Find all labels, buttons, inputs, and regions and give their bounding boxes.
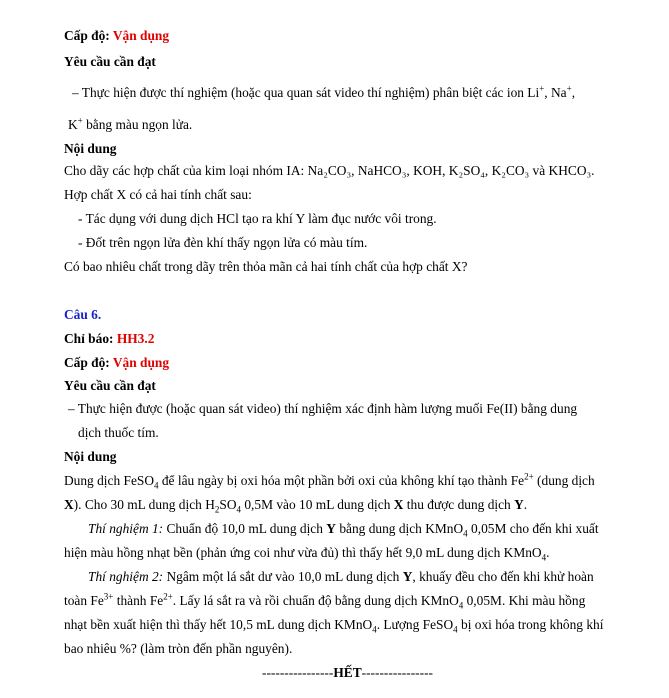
text: 0,05M cho đến khi xuất [467,521,599,536]
paragraph-line: Hợp chất X có cả hai tính chất sau: [64,187,252,202]
experiment-2-line-2 [64,592,585,610]
text: , khuấy đều cho đến khi khử hoàn [412,569,594,584]
experiment-1-line-2 [64,544,549,562]
content-heading: Nội dung [64,141,117,156]
text: Y [514,497,524,512]
subscript: 4 [453,624,458,635]
requirement-line: dịch thuốc tím. [78,425,159,440]
text: . Lượng FeSO [376,617,454,632]
experiment-1-line [88,520,599,538]
bullet-item: - Đốt trên ngọn lửa đèn khí thấy ngọn lửa có màu tím. [78,235,368,250]
requirement-text-na: , Na [544,85,567,100]
superscript: 2+ [524,471,534,482]
text: (dung dịch [533,473,595,488]
subscript: 2 [214,504,220,515]
question-title: Câu 6. [64,307,102,322]
experiment-2-line-3 [64,616,603,634]
text: SO [219,497,237,512]
text: Ngâm một lá sắt dư vào 10,0 mL dung dịch [163,569,403,584]
paragraph-line: Cho dãy các hợp chất của kim loại nhóm IA: Na₂CO₃, NaHCO₃, KOH, K₂SO₄, K₂CO₃ và KHCO₃. [64,163,595,178]
text: 0,05M. Khi màu hồng [463,593,586,608]
level-line-2 [64,354,169,372]
text: bị oxi hóa trong không khí [457,617,604,632]
requirement-text-end: , [571,85,576,100]
indicator-label: Chỉ báo: [64,331,114,346]
text: toàn Fe [64,593,104,608]
text: X [64,497,74,512]
level-value: Vận dụng [112,28,170,43]
indicator-line [64,330,154,348]
experiment-label: Thí nghiệm 1: [88,521,164,536]
subscript: 4 [236,504,242,515]
superscript: + [539,83,545,94]
requirement-heading: Yêu cầu cần đạt [64,54,156,69]
subscript: 4 [541,552,547,563]
requirement-text: – Thực hiện được thí nghiệm (hoặc qua quan sát video thí nghiệm) phân biệt các ion Li [72,85,540,100]
requirement-heading-2: Yêu cầu cần đạt [64,378,156,393]
text: . [523,497,528,512]
text: Chuẩn độ 10,0 mL dung dịch [163,521,327,536]
requirement-text-2: bằng màu ngọn lửa. [82,117,193,132]
requirement-line: – Thực hiện được (hoặc quan sát video) thí nghiệm xác định hàm lượng muối Fe(II) bằng dung [68,401,578,416]
end-dashes: ---------------- [262,665,334,680]
requirement-line-2 [68,116,192,134]
text: 0,5M vào 10 mL dung dịch [241,497,394,512]
level-label: Cấp độ: [64,28,110,43]
text: nhạt bền xuất hiện thì thấy hết 10,5 mL dung dịch KMnO [64,617,373,632]
text: X [393,497,404,512]
text: thu được dung dịch [403,497,515,512]
subscript: 4 [458,600,464,611]
end-marker [262,664,433,682]
end-dashes: ---------------- [361,665,433,680]
end-label: HẾT [333,665,362,680]
text: Dung dịch FeSO [64,473,155,488]
text: Y [402,569,413,584]
experiment-label: Thí nghiệm 2: [88,569,164,584]
paragraph-line [64,472,595,490]
indicator-value: HH3.2 [116,331,155,346]
level-label: Cấp độ: [64,355,110,370]
paragraph-line [64,496,527,514]
text: Y [326,521,336,536]
text: . [546,545,550,560]
subscript: 4 [372,624,377,635]
text: hiện màu hồng nhạt bền (phản ứng coi như vừa đủ) thì thấy hết 9,0 mL dung dịch KMnO [64,545,542,560]
experiment-2-line-4: bao nhiêu %? (làm tròn đến phần nguyên). [64,641,293,656]
superscript: + [77,115,83,126]
bullet-item: - Tác dụng với dung dịch HCl tạo ra khí Y làm đục nước vôi trong. [78,211,437,226]
requirement-k: K [68,117,78,132]
content-heading-2: Nội dung [64,449,117,464]
subscript: 4 [154,480,159,491]
requirement-line-1 [72,84,575,102]
text: ). Cho 30 mL dung dịch H [73,497,215,512]
text: để lâu ngày bị oxi hóa một phần bởi oxi của không khí tạo thành Fe [158,473,525,488]
text: . Lấy lá sắt ra và rồi chuẩn độ bằng dung dịch KMnO [172,593,459,608]
experiment-2-line [88,568,594,586]
superscript: 3+ [103,591,114,602]
text: bằng dung dịch KMnO [335,521,464,536]
text: thành Fe [113,593,164,608]
subscript: 4 [463,528,468,539]
level-value: Vận dụng [112,355,170,370]
superscript: 2+ [163,591,173,602]
question-line: Có bao nhiêu chất trong dãy trên thỏa mãn cả hai tính chất của hợp chất X? [64,259,468,274]
level-line [64,27,169,45]
superscript: + [566,83,572,94]
